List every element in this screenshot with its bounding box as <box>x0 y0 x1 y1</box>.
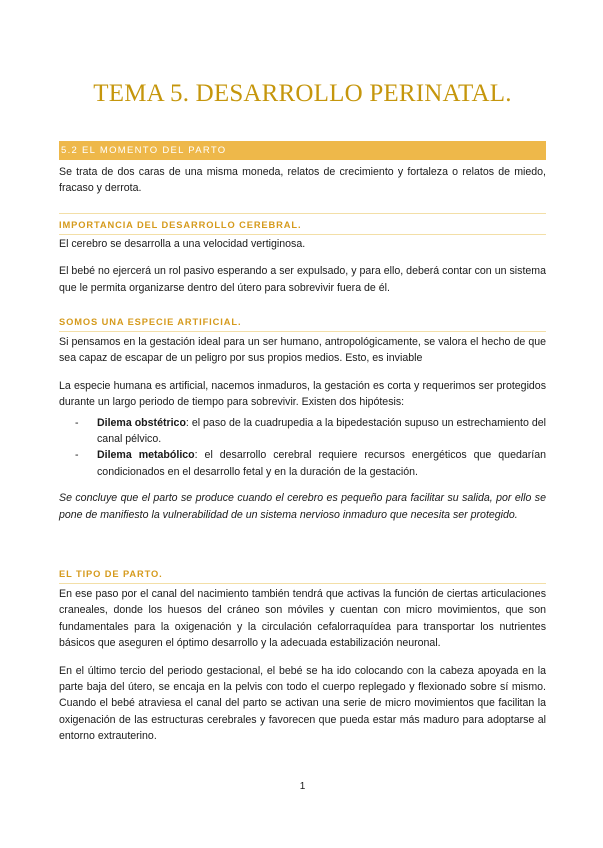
hypothesis-term: Dilema obstétrico <box>97 416 186 429</box>
conclusion-paragraph: Se concluye que el parto se produce cuando el cerebro es pequeño para facilitar su salida, por ello se pone de manifiesto la vulnerabilidad de un sistema nervioso inmaduro que necesita ser protegido. <box>59 492 546 521</box>
hypotheses-list <box>59 415 546 481</box>
heading-underline <box>59 234 546 235</box>
tipo-paragraph-1: En ese paso por el canal del nacimiento también tendrá que activas la función de ciertas articulaciones craneales, donde los huesos del cráneo son móviles y cuentan con micro movimientos, que son fundamentales para la oxigenación y la circulación cefalorraquídea para transportar los nutrientes básicos que aseguren el óptimo desarrollo y la adecuada estabilización neuronal. <box>59 588 546 650</box>
list-dash: - <box>75 416 79 429</box>
list-dash: - <box>75 449 79 462</box>
tipo-paragraph-2: En el último tercio del periodo gestacional, el bebé se ha ido colocando con la cabeza apoyada en la parte baja del útero, se encaja en la pelvis con todo el cuerpo replegado y flexionado sobre sí mismo. Cuando el bebé atraviesa el canal del parto se activan una serie de micro movimientos que facilitan la oxigenación de las estructuras cerebrales y favorecen que pueda estar más maduro para adoptarse al entorno extrauterino. <box>59 664 546 743</box>
hypothesis-term: Dilema metabólico <box>97 449 195 462</box>
page-number: 1 <box>299 781 306 792</box>
tipo-block <box>59 567 546 745</box>
importancia-block <box>59 218 546 296</box>
especie-heading: SOMOS UNA ESPECIE ARTIFICIAL. <box>59 317 242 327</box>
tipo-heading: EL TIPO DE PARTO. <box>59 569 163 579</box>
importancia-heading: IMPORTANCIA DEL DESARROLLO CEREBRAL. <box>59 220 302 230</box>
especie-paragraph-2: La especie humana es artificial, nacemos inmaduros, la gestación es corta y requerimos ser protegidos durante un largo periodo de tiempo para sobrevivir. Existen dos hipótesis: <box>59 379 546 409</box>
especie-block <box>59 315 546 523</box>
intro-block <box>59 164 546 197</box>
list-item <box>59 415 546 448</box>
divider <box>59 213 546 214</box>
importancia-paragraph-2: El bebé no ejercerá un rol pasivo esperando a ser expulsado, y para ello, deberá contar con un sistema que le permita organizarse dentro del útero para sobrevivir fuera de él. <box>59 265 546 294</box>
list-item <box>59 447 546 480</box>
section-header: 5.2 EL MOMENTO DEL PARTO <box>59 141 546 160</box>
hypothesis-text: : el paso de la cuadrupedia a la bipedestación supuso un estrechamiento del canal pélvico. <box>97 416 546 446</box>
importancia-paragraph-1: El cerebro se desarrolla a una velocidad vertiginosa. <box>59 238 306 250</box>
page-title: TEMA 5. DESARROLLO PERINATAL. <box>93 80 512 107</box>
heading-underline <box>59 331 546 332</box>
heading-underline <box>59 583 546 584</box>
intro-paragraph: Se trata de dos caras de una misma moneda, relatos de crecimiento y fortaleza o relatos de miedo, fracaso y derrota. <box>59 166 546 195</box>
especie-paragraph-1: Si pensamos en la gestación ideal para un ser humano, antropológicamente, se valora el hecho de que sea capaz de escapar de un peligro por sus propios medios. Esto, es inviable <box>59 336 546 365</box>
hypothesis-text: : el desarrollo cerebral requiere recursos energéticos que quedarían condicionados en el desarrollo fetal y en la duración de la gestación. <box>97 449 546 478</box>
